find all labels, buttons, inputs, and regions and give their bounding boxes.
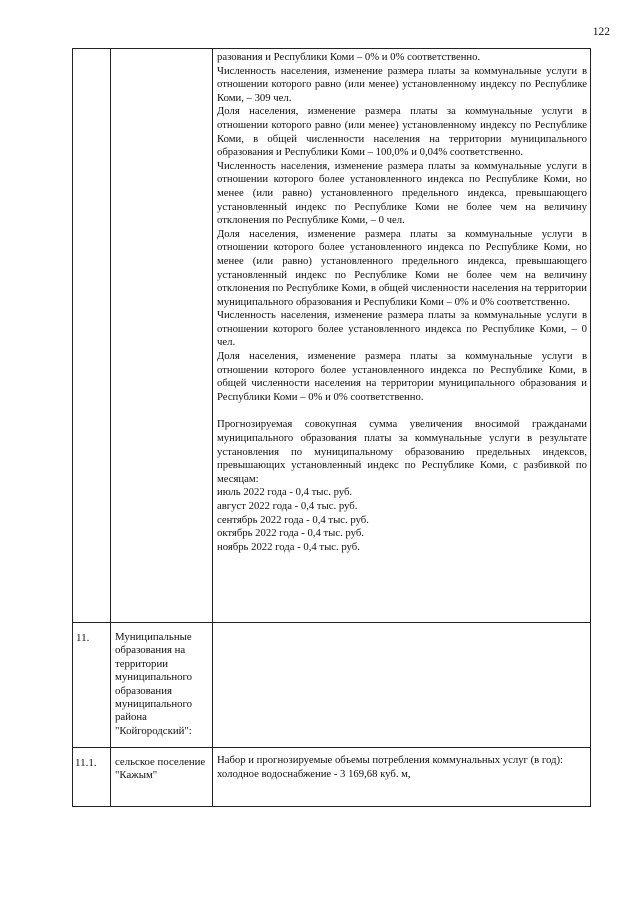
row-name: Муниципальные образования на территории муниципального образования муниципального района "Койгородский": — [115, 631, 193, 737]
number-cell — [73, 49, 111, 623]
row-number: 11.1. — [75, 757, 97, 769]
forecast-intro: Прогнозируемая совокупная сумма увеличения вносимой гражданами муниципального образования платы за коммунальные услуги в результате установления по муниципальному образованию предельных индексов, превышающих установленный индекс по Республике Коми, с разбивкой по месяцам: — [217, 418, 587, 485]
row-name: сельское поселение "Кажым" — [115, 756, 206, 782]
table-row — [73, 748, 591, 807]
paragraph: Численность населения, изменение размера платы за коммунальные услуги в отношении которого равно (или менее) установленному индексу по Республике Коми, – 309 чел. — [217, 64, 587, 104]
name-cell — [111, 748, 213, 807]
month-line: сентябрь 2022 года - 0,4 тыс. руб. — [217, 513, 369, 526]
paragraph: Доля населения, изменение размера платы за коммунальные услуги в отношении которого более установленного индекса по Республике Коми, но менее (или равно) установленного предельного индекса, превышающего установленный индекс по Республике Коми не более чем на величину отклонения по Республике Коми, в общей численности населения на территории муниципального образования и Республики Коми – 0% и 0% соответственно. — [217, 227, 587, 308]
month-line: октябрь 2022 года - 0,4 тыс. руб. — [217, 527, 364, 540]
paragraph: Численность населения, изменение размера платы за коммунальные услуги в отношении которого более установленного индекса по Республике Коми, но менее (или равно) установленного предельного индекса, превышающего установленный индекс по Республике Коми не более чем на величину отклонения по Республике Коми, – 0 чел. — [217, 159, 587, 227]
table-row — [73, 623, 591, 748]
month-line: ноябрь 2022 года - 0,4 тыс. руб. — [217, 540, 360, 553]
row-number: 11. — [76, 632, 90, 644]
paragraph: Доля населения, изменение размера платы за коммунальные услуги в отношении которого равно (или менее) установленному индексу по Республике Коми, в общей численности населения на территории муниципального образования и Республики Коми – 100,0% и 0,04% соответственно. — [217, 105, 587, 159]
content-cell — [213, 49, 591, 623]
name-cell — [111, 623, 213, 748]
name-cell — [111, 49, 213, 623]
content-cell — [213, 748, 591, 807]
consumption-line: холодное водоснабжение - 3 169,68 куб. м, — [217, 767, 411, 780]
number-cell — [73, 748, 111, 807]
content-cell — [213, 623, 591, 748]
table-row — [73, 49, 591, 623]
paragraph: разования и Республики Коми – 0% и 0% соответственно. — [217, 51, 481, 63]
page-number: 122 — [592, 26, 610, 38]
consumption-header: Набор и прогнозируемые объемы потребления коммунальных услуг (в год): — [217, 754, 563, 766]
month-line: июль 2022 года - 0,4 тыс. руб. — [217, 486, 353, 499]
paragraph: Численность населения, изменение размера платы за коммунальные услуги в отношении которого более установленного индекса по Республике Коми, – 0 чел. — [217, 309, 587, 349]
number-cell — [73, 623, 111, 748]
tariff-table — [72, 48, 591, 807]
paragraph: Доля населения, изменение размера платы за коммунальные услуги в отношении которого более установленного индекса по Республике Коми, в общей численности населения на территории муниципального образования и Республики Коми – 0% и 0% соответственно. — [217, 350, 587, 403]
month-line: август 2022 года - 0,4 тыс. руб. — [217, 500, 358, 512]
